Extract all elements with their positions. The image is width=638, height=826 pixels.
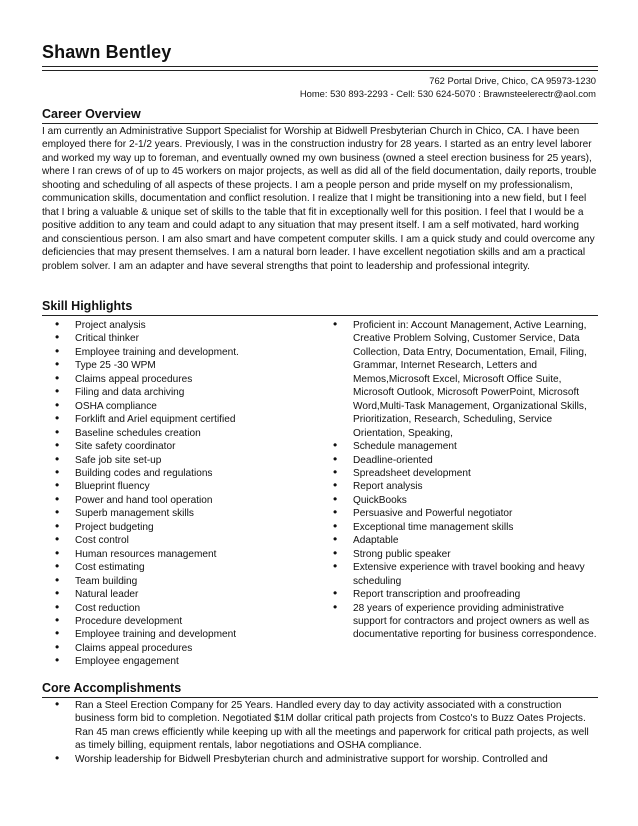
list-item: • Ran a Steel Erection Company for 25 Years. Handled every day to day activity associated with a construction business form bid to completion. Negotiated $1M dollar critical path projects from Costco's to Buzz Oates Projects. Ran 45 man crews efficiently while keeping up with all the meetings and paperwork for critical path projects, as well as timely billing, equipment rentals, labor negotiations and OSHA compliance. <box>75 699 600 753</box>
list-item: • Persuasive and Powerful negotiator <box>353 507 598 520</box>
list-item: • Baseline schedules creation <box>75 427 295 440</box>
list-item: • Extensive experience with travel booking and heavy scheduling <box>353 561 598 588</box>
list-item: • Building codes and regulations <box>75 467 295 480</box>
list-item: • Cost estimating <box>75 561 295 574</box>
list-item: • Adaptable <box>353 534 598 547</box>
header-divider <box>42 66 598 71</box>
list-item: • Strong public speaker <box>353 548 598 561</box>
list-item: • Site safety coordinator <box>75 440 295 453</box>
list-item: • Schedule management <box>353 440 598 453</box>
accomplishments-list <box>75 699 600 766</box>
list-item: • Deadline-oriented <box>353 454 598 467</box>
list-item: • 28 years of experience providing administrative support for contractors and project owners as well as documentative reporting for business correspondence. <box>353 602 598 642</box>
list-item: • Critical thinker <box>75 332 295 345</box>
list-item: • Proficient in: Account Management, Active Learning, Creative Problem Solving, Customer Service, Data Collection, Data Entry, Documentation, Email, Filing, Grammar, Internet Research, Letters and Memos,Microsoft Excel, Microsoft Office Suite, Microsoft Outlook, Microsoft PowerPoint, Microsoft Word,Multi-Task Management, Organizational Skills, Prioritization, Research, Scheduling, Service Orientation, Speaking, <box>353 319 598 440</box>
list-item: • QuickBooks <box>353 494 598 507</box>
contact-phones-email: Home: 530 893-2293 - Cell: 530 624-5070 : Brawnsteelerectr@aol.com <box>299 88 596 99</box>
section-divider-skill-highlights <box>42 315 598 316</box>
list-item: • Type 25 -30 WPM <box>75 359 295 372</box>
list-item: • Forklift and Ariel equipment certified <box>75 413 295 426</box>
list-item: • Report analysis <box>353 480 598 493</box>
list-item: • Human resources management <box>75 548 295 561</box>
list-item: • Procedure development <box>75 615 295 628</box>
contact-address: 762 Portal Drive, Chico, CA 95973-1230 <box>429 75 596 86</box>
section-divider-core-accomplishments <box>42 697 598 698</box>
list-item: • Cost control <box>75 534 295 547</box>
list-item: • Claims appeal procedures <box>75 642 295 655</box>
list-item: • Employee training and development <box>75 628 295 641</box>
list-item: • Superb management skills <box>75 507 295 520</box>
list-item: • Power and hand tool operation <box>75 494 295 507</box>
list-item: • Safe job site set-up <box>75 454 295 467</box>
list-item: • Employee engagement <box>75 655 295 668</box>
list-item: • Team building <box>75 575 295 588</box>
list-item: • Natural leader <box>75 588 295 601</box>
section-divider-career-overview <box>42 123 598 124</box>
skills-list-right <box>353 319 598 642</box>
section-title-career-overview: Career Overview <box>42 107 141 121</box>
career-overview-text: I am currently an Administrative Support Specialist for Worship at Bidwell Presbyterian Church in Chico, CA. I have been employed there for 2-1/2 years. Previously, I was in the construction industry for 28 years. I started as an entry level laborer and worked my way up to foreman, and eventually owned my own business (owned a steel erection business for 25 years), where I ran crews of of up to 45 workers on major projects, as well as did all of the field documentation, daily reports, trouble shooting and scheduling of all aspects of these projects. I am a people person and pride myself on my professionalism, communication skills, documentation and conflict resolution. I realize that I might be transitioning into a new field, but I feel that I bring a valuable & unique set of skills to the table that fit in exceptionally well for this position. I feel that I would be a positive addition to any team and could adapt to any situation that may present itself. I am a self motivated, hard working and conscientious person. I am also smart and have competent computer skills. I am a quick study and could overcome any deficiencies that may present themselves. I am a natural born leader. I have excellent negotiation skills and am a practical problem solver. I am an adapter and have several strengths that point to leadership and professional integrity. <box>42 126 597 272</box>
list-item: • Report transcription and proofreading <box>353 588 598 601</box>
list-item: • Project budgeting <box>75 521 295 534</box>
candidate-name: Shawn Bentley <box>42 42 172 62</box>
list-item: • Claims appeal procedures <box>75 373 295 386</box>
list-item: • Exceptional time management skills <box>353 521 598 534</box>
section-title-core-accomplishments: Core Accomplishments <box>42 681 182 695</box>
list-item: • Cost reduction <box>75 602 295 615</box>
list-item: • Spreadsheet development <box>353 467 598 480</box>
skills-list-left <box>75 319 295 669</box>
list-item: • Blueprint fluency <box>75 480 295 493</box>
list-item: • Filing and data archiving <box>75 386 295 399</box>
list-item: • OSHA compliance <box>75 400 295 413</box>
list-item: • Employee training and development. <box>75 346 295 359</box>
list-item: • Worship leadership for Bidwell Presbyterian church and administrative support for worship. Controlled and <box>75 753 600 766</box>
section-title-skill-highlights: Skill Highlights <box>42 299 133 313</box>
list-item: • Project analysis <box>75 319 295 332</box>
